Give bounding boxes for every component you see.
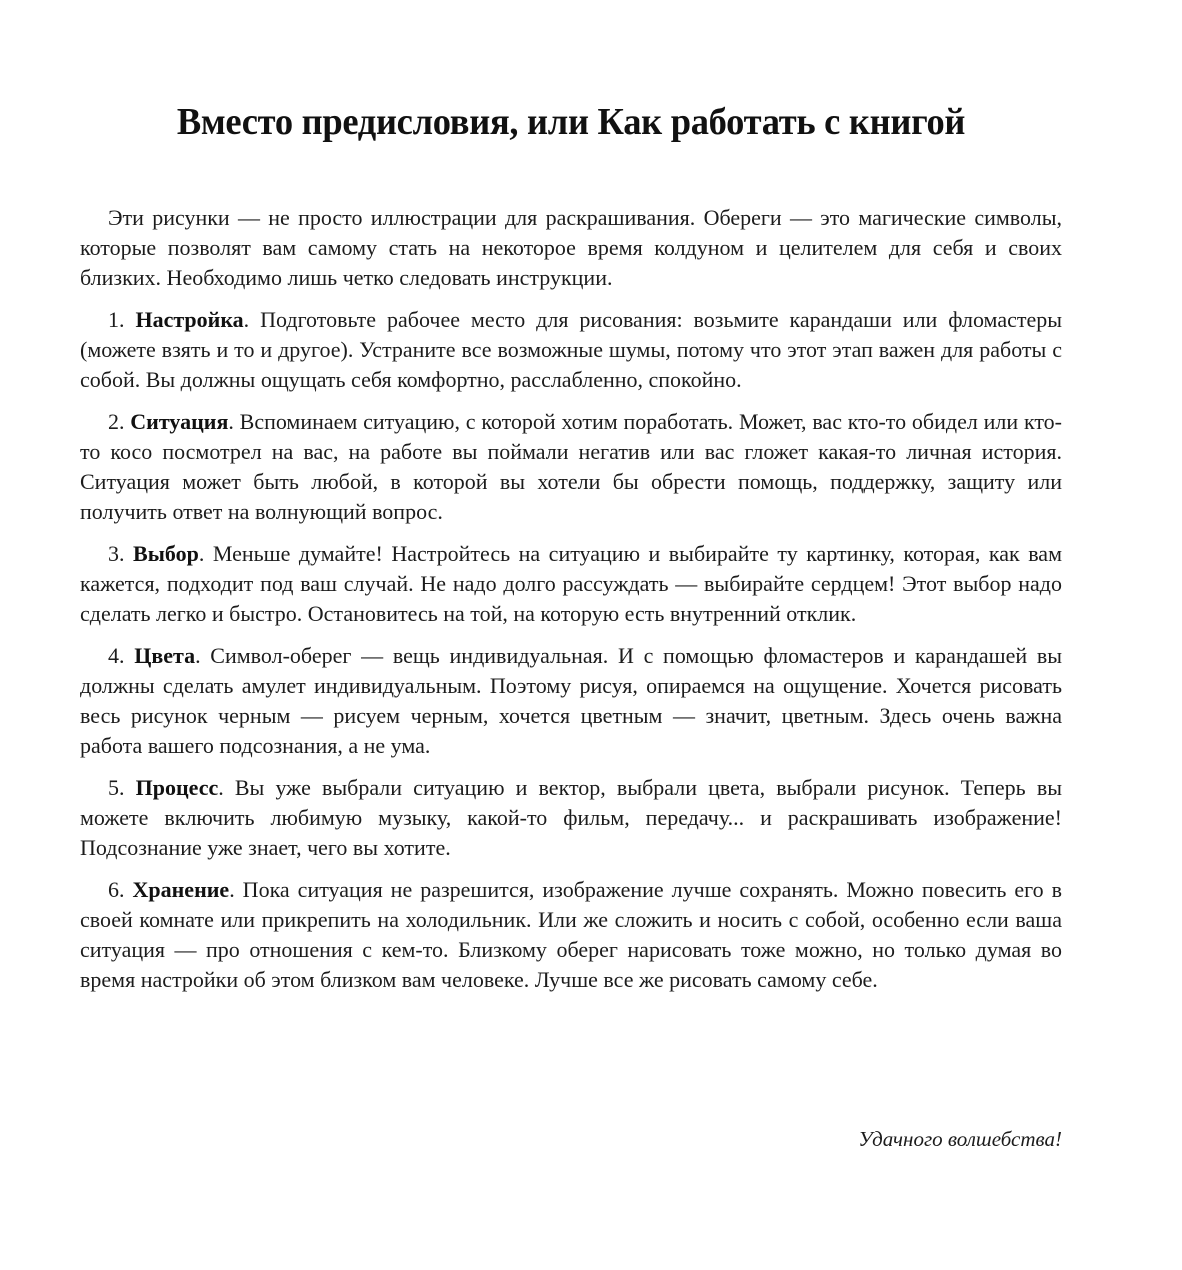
step-paragraph-4 [80, 641, 1062, 761]
step-paragraph-1 [80, 305, 1062, 395]
step-paragraph-3 [80, 539, 1062, 629]
step-paragraph-6 [80, 875, 1062, 995]
step-term: Настройка [135, 307, 244, 332]
closing-wish: Удачного волшебства! [858, 1127, 1062, 1151]
step-paragraph-5 [80, 773, 1062, 863]
step-text: . Вы уже выбрали ситуацию и вектор, выбрали цвета, выбрали рисунок. Теперь вы можете включить любимую музыку, какой-то фильм, передачу... и раскрашивать изображение! Подсознание уже знает, чего вы хотите. [80, 775, 1063, 860]
step-term: Ситуация [130, 409, 229, 434]
page-title: Вместо предисловия, или Как работать с книгой [176, 101, 966, 143]
step-text: . Подготовьте рабочее место для рисования: возьмите карандаши или фломастеры (можете взять и то и другое). Устраните все возможные шумы, потому что этот этап важен для работы с собой. Вы должны ощущать себя комфортно, расслабленно, спокойно. [80, 307, 1063, 392]
step-term: Хранение [132, 877, 230, 902]
body-text [80, 203, 1062, 1007]
step-text: . Символ-оберег — вещь индивидуальная. И с помощью фломастеров и карандашей вы должны сделать амулет индивидуальным. Поэтому рисуя, опираемся на ощущение. Хочется рисовать весь рисунок черным — рисуем черным, хочется цветным — значит, цветным. Здесь очень важна работа вашего подсознания, а не ума. [80, 643, 1063, 758]
step-number: 5. [108, 775, 125, 800]
step-term: Цвета [134, 643, 196, 668]
step-number: 6. [108, 877, 125, 902]
step-number: 1. [108, 307, 125, 332]
step-term: Выбор [133, 541, 199, 566]
step-number: 2. [108, 409, 125, 434]
step-term: Процесс [135, 775, 219, 800]
step-number: 4. [108, 643, 125, 668]
step-number: 3. [108, 541, 125, 566]
intro-paragraph: Эти рисунки — не просто иллюстрации для раскрашивания. Обереги — это магические символы, которые позволят вам самому стать на некоторое время колдуном и целителем для себя и своих близких. Необходимо лишь четко следовать инструкции. [80, 205, 1062, 290]
step-paragraph-2 [80, 407, 1062, 527]
step-text: . Вспоминаем ситуацию, с которой хотим поработать. Может, вас кто-то обидел или кто-то косо посмотрел на вас, на работе вы поймали негатив или вас гложет какая-то личная история. Ситуация может быть любой, в которой вы хотели бы обрести помощь, поддержку, защиту или получить ответ на волнующий вопрос. [80, 409, 1062, 524]
step-text: . Пока ситуация не разрешится, изображение лучше сохранять. Можно повесить его в своей комнате или прикрепить на холодильник. Или же сложить и носить с собой, особенно если ваша ситуация — про отношения с кем-то. Близкому оберег нарисовать тоже можно, но только думая во время настройки об этом близком вам человеке. Лучше все же рисовать самому себе. [80, 877, 1062, 992]
step-text: . Меньше думайте! Настройтесь на ситуацию и выбирайте ту картинку, которая, как вам кажется, подходит под ваш случай. Не надо долго рассуждать — выбирайте сердцем! Этот выбор надо сделать легко и быстро. Остановитесь на той, на которую есть внутренний отклик. [80, 541, 1062, 626]
